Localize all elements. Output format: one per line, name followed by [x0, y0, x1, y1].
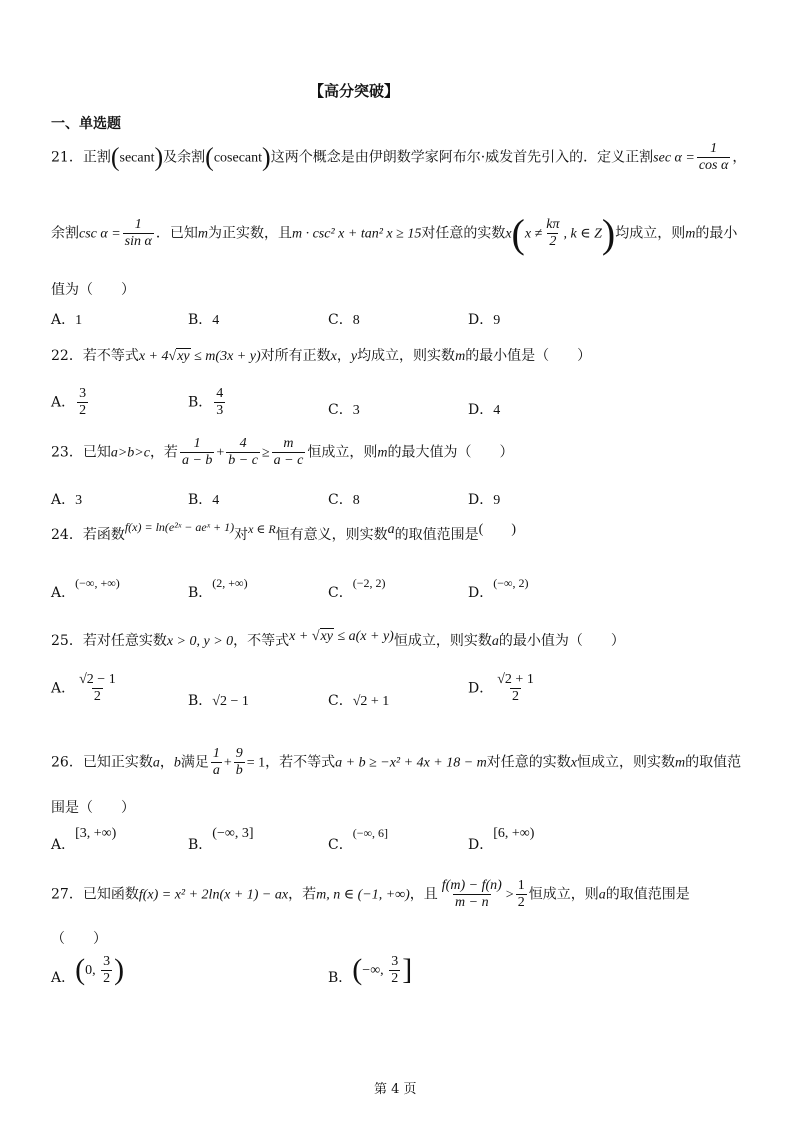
fraction: $\frac{f(m) - f(n)}{m - n}$ [441, 878, 502, 910]
fraction: $\frac{k\pi}{2}$ [546, 217, 560, 249]
inequality: x + √xy ≤ a(x + y) [289, 629, 394, 644]
question-number: 21． [51, 149, 83, 166]
inequality: m · csc² x + tan² x ≥ 15 [291, 226, 422, 242]
question-24-line-1: 24．若函数f(x) = ln(e²ˣ − aeˣ + 1)对x ∈ R恒有意义，则实数a的取值范围是( ) [51, 520, 516, 543]
fraction: $\frac{3}{2}$ [391, 953, 399, 986]
answer-option[interactable]: D．4 [468, 402, 501, 418]
answer-option[interactable]: B．(−∞, $\frac{3}{2}$ ] [328, 953, 413, 986]
answer-option[interactable]: B．√2 − 1 [188, 693, 249, 709]
answer-option[interactable]: A． $\frac{3}{2}$ [51, 386, 87, 418]
csc-definition: csc α = [79, 226, 121, 242]
answer-option[interactable]: A． $\frac{√2 - 1}{2}$ [51, 672, 116, 704]
fraction: $\frac{1}{a}$ [212, 746, 220, 778]
question-27-line-2: （ ） [51, 931, 107, 947]
answer-option[interactable]: B．4 [188, 492, 220, 508]
fraction: $\frac{√2 + 1}{2}$ [497, 672, 534, 704]
answer-option[interactable]: C．8 [328, 312, 360, 328]
question-21-line-2: 余割csc α = $\frac{1}{\text{sin α}}$ ．已知m为正实数，且m · csc² x + tan² x ≥ 15对任意的实数x(x ≠ $\frac{k\pi}{2}$ , k ∈ Z)均成立，则m的最小 [51, 211, 738, 256]
fraction: $\frac{1}{\text{sin α}}$ [124, 217, 152, 249]
answer-option[interactable]: A．1 [51, 312, 83, 328]
answer-option[interactable]: C．√2 + 1 [328, 693, 390, 709]
sec-definition: sec α = [653, 150, 695, 166]
function-definition: f(x) = ln(e²ˣ − aeˣ + 1) [124, 520, 235, 534]
answer-option[interactable]: C．8 [328, 492, 360, 508]
answer-option[interactable]: D．9 [468, 492, 501, 508]
fraction: $\frac{1}{2}$ [517, 878, 525, 910]
function-definition: f(x) = x² + 2ln(x + 1) − ax [138, 887, 289, 903]
answer-option[interactable]: D．[6, +∞) [468, 826, 535, 853]
question-22-line-1: 22．若不等式x + 4√xy ≤ m(3x + y)对所有正数x，y均成立，则实数m的最小值是（ ） [51, 348, 592, 364]
question-26-line-2: 围是（ ） [51, 800, 135, 816]
question-21-line-3: 值为（ ） [51, 282, 135, 298]
question-number: 25． [51, 633, 83, 649]
question-number: 26． [51, 754, 83, 771]
fraction: $\frac{4}{3}$ [216, 386, 224, 418]
inequality: a + b ≥ −x² + 4x + 18 − m [335, 755, 487, 771]
section-heading: 一、单选题 [51, 116, 121, 132]
fraction: $\frac{1}{\text{cos α}}$ [698, 141, 729, 173]
answer-option[interactable]: A．3 [51, 492, 83, 508]
fraction: $\frac{√2 - 1}{2}$ [79, 672, 116, 704]
question-23-line-1: 23．已知a>b>c，若 $\frac{1}{a - b}$ + $\frac{4}{b - c}$ ≥ $\frac{m}{a - c}$ 恒成立，则m的最大值为（ ） [51, 436, 514, 468]
fraction: $\frac{m}{a - c}$ [273, 436, 304, 468]
question-number: 22． [51, 348, 83, 364]
answer-option[interactable]: C．(−∞, 6] [328, 826, 389, 853]
answer-option[interactable]: B．4 [188, 312, 220, 328]
fraction: $\frac{9}{b}$ [235, 746, 243, 778]
answer-option[interactable]: D．9 [468, 312, 501, 328]
question-number: 23． [51, 444, 83, 461]
question-number: 27． [51, 886, 83, 903]
answer-option[interactable]: B．(2, +∞) [188, 576, 248, 601]
fraction: $\frac{3}{2}$ [79, 386, 87, 418]
question-21-line-1: 21．正割(secant)及余割(cosecant)这两个概念是由伊朗数学家阿布尔·威发首先引入的．定义正割sec α = $\frac{1}{\text{cos α}}$ ， [51, 141, 747, 173]
answer-option[interactable]: D． $\frac{√2 + 1}{2}$ [468, 672, 534, 704]
question-27-line-1: 27．已知函数f(x) = x² + 2ln(x + 1) − ax，若m, n ∈ (−1, +∞)，且 $\frac{f(m) - f(n)}{m - n}$ > $\frac{1}{2}$ 恒成立，则a的取值范围是 [51, 878, 690, 910]
answer-option[interactable]: B． $\frac{4}{3}$ [188, 386, 224, 418]
answer-option[interactable]: A．[3, +∞) [51, 826, 117, 853]
page-number: 第 4 页 [374, 1082, 417, 1097]
answer-option[interactable]: C．3 [328, 402, 360, 418]
answer-option[interactable]: C．(−2, 2) [328, 576, 386, 601]
answer-option[interactable]: D．(−∞, 2) [468, 576, 529, 601]
fraction: $\frac{1}{a - b}$ [181, 436, 213, 468]
page-title: 【高分突破】 [309, 82, 400, 100]
fraction: $\frac{3}{2}$ [103, 953, 111, 986]
question-26-line-1: 26．已知正实数a，b满足 $\frac{1}{a}$ + $\frac{9}{b}$ = 1，若不等式a + b ≥ −x² + 4x + 18 − m对任意的实数x恒成立，则实数m的取值范 [51, 746, 742, 778]
answer-option[interactable]: A．(−∞, +∞) [51, 576, 120, 601]
answer-option[interactable]: B．(−∞, 3] [188, 826, 254, 853]
fraction: $\frac{4}{b - c}$ [228, 436, 258, 468]
question-25-line-1: 25．若对任意实数x > 0, y > 0，不等式x + √xy ≤ a(x + y)恒成立，则实数a的最小值为（ ） [51, 629, 625, 649]
question-number: 24． [51, 527, 83, 543]
answer-option[interactable]: A．(0, $\frac{3}{2}$ ) [51, 953, 125, 986]
inequality: x + 4√xy ≤ m(3x + y) [138, 349, 261, 364]
